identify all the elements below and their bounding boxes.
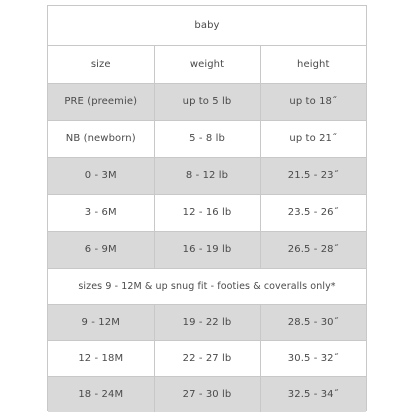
cell-weight: 16 - 19 lb <box>154 231 260 268</box>
table-title: baby <box>48 6 366 45</box>
cell-height: up to 21˝ <box>260 120 366 157</box>
cell-size: 12 - 18M <box>48 340 154 376</box>
cell-weight: 12 - 16 lb <box>154 194 260 231</box>
cell-weight: 19 - 22 lb <box>154 304 260 340</box>
header-height: height <box>260 45 366 83</box>
cell-height: 30.5 - 32˝ <box>260 340 366 376</box>
table-row <box>48 231 366 268</box>
table-row <box>48 304 366 340</box>
cell-weight: up to 5 lb <box>154 83 260 120</box>
cell-size: 0 - 3M <box>48 157 154 194</box>
size-chart-table <box>48 6 366 412</box>
cell-weight: 8 - 12 lb <box>154 157 260 194</box>
header-weight: weight <box>154 45 260 83</box>
note-row <box>48 268 366 304</box>
table-row <box>48 157 366 194</box>
cell-size: 9 - 12M <box>48 304 154 340</box>
table-row <box>48 120 366 157</box>
title-row <box>48 6 366 45</box>
cell-height: 21.5 - 23˝ <box>260 157 366 194</box>
cell-height: 32.5 - 34˝ <box>260 376 366 412</box>
table-row <box>48 340 366 376</box>
cell-height: 23.5 - 26˝ <box>260 194 366 231</box>
cell-weight: 27 - 30 lb <box>154 376 260 412</box>
cell-size: 6 - 9M <box>48 231 154 268</box>
size-chart-frame <box>47 5 367 411</box>
cell-height: 26.5 - 28˝ <box>260 231 366 268</box>
cell-weight: 5 - 8 lb <box>154 120 260 157</box>
table-row <box>48 376 366 412</box>
header-row <box>48 45 366 83</box>
cell-height: 28.5 - 30˝ <box>260 304 366 340</box>
cell-height: up to 18˝ <box>260 83 366 120</box>
cell-size: 18 - 24M <box>48 376 154 412</box>
cell-size: PRE (preemie) <box>48 83 154 120</box>
cell-size: NB (newborn) <box>48 120 154 157</box>
header-size: size <box>48 45 154 83</box>
table-row <box>48 194 366 231</box>
table-row <box>48 83 366 120</box>
cell-size: 3 - 6M <box>48 194 154 231</box>
fit-note: sizes 9 - 12M & up snug fit - footies & coveralls only* <box>48 268 366 304</box>
cell-weight: 22 - 27 lb <box>154 340 260 376</box>
